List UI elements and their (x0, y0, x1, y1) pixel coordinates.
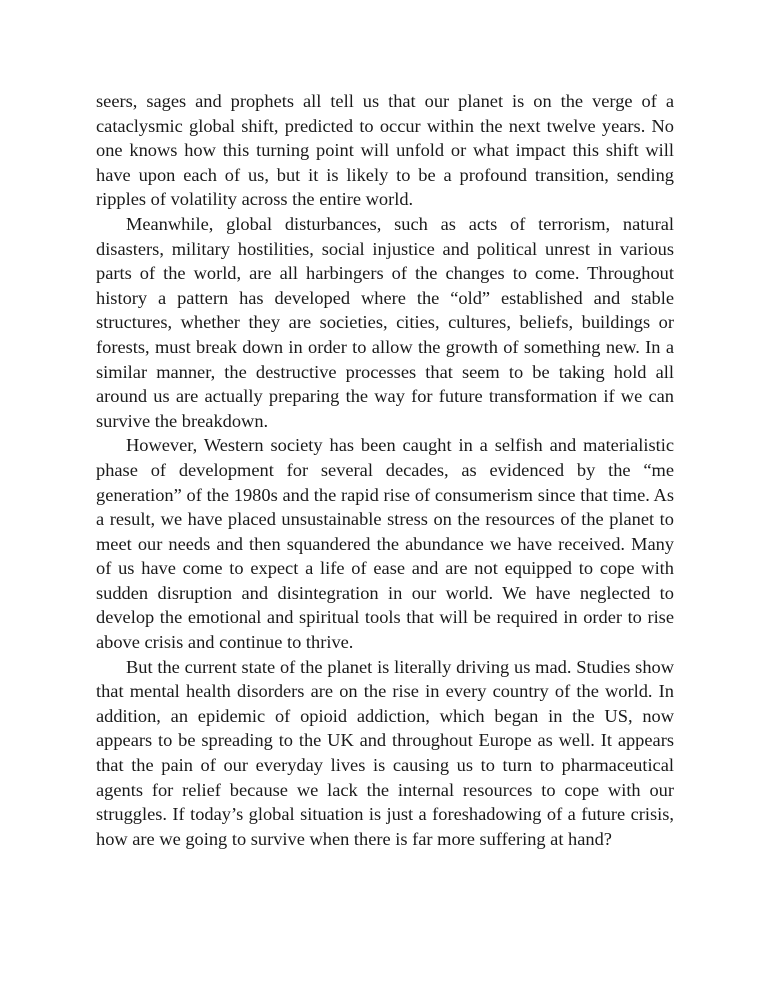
paragraph-continuation: seers, sages and prophets all tell us that our planet is on the verge of a cataclysmic global shift, predicted to occur within the next twelve years. No one knows how this turning point will unfold or what impact this shift will have upon each of us, but it is likely to be a profound transition, sending ripples of volatility across the entire world. (96, 91, 674, 210)
paragraph-current-state: But the current state of the planet is literally driving us mad. Studies show that mental health disorders are on the rise in every country of the world. In addition, an epidemic of opioid addiction, which began in the US, now appears to be spreading to the UK and throughout Europe as well. It appears that the pain of our everyday lives is causing us to turn to pharmaceutical agents for relief because we lack the internal resources to cope with our struggles. If today’s global situation is just a foreshadowing of a future crisis, how are we going to survive when there is far more suffering at hand? (96, 656, 674, 849)
paragraph-western-society: However, Western society has been caught in a selfish and materialistic phase of development for several decades, as evidenced by the “me generation” of the 1980s and the rapid rise of consumerism since that time. As a result, we have placed unsustainable stress on the resources of the planet to meet our needs and then squandered the abundance we have received. Many of us have come to expect a life of ease and are not equipped to cope with sudden disruption and disintegration in our world. We have neglected to develop the emotional and spiritual tools that will be required in order to rise above crisis and continue to thrive. (96, 435, 674, 653)
paragraph-global-disturbances: Meanwhile, global disturbances, such as acts of terrorism, natural disasters, military hostilities, social injustice and political unrest in various parts of the world, are all harbingers of the changes to come. Throughout history a pattern has developed where the “old” established and stable structures, whether they are societies, cities, cultures, beliefs, buildings or forests, must break down in order to allow the growth of something new. In a similar manner, the destructive processes that seem to be taking hold all around us are actually preparing the way for future transformation if we can survive the breakdown. (96, 213, 674, 431)
document-page (96, 89, 674, 851)
